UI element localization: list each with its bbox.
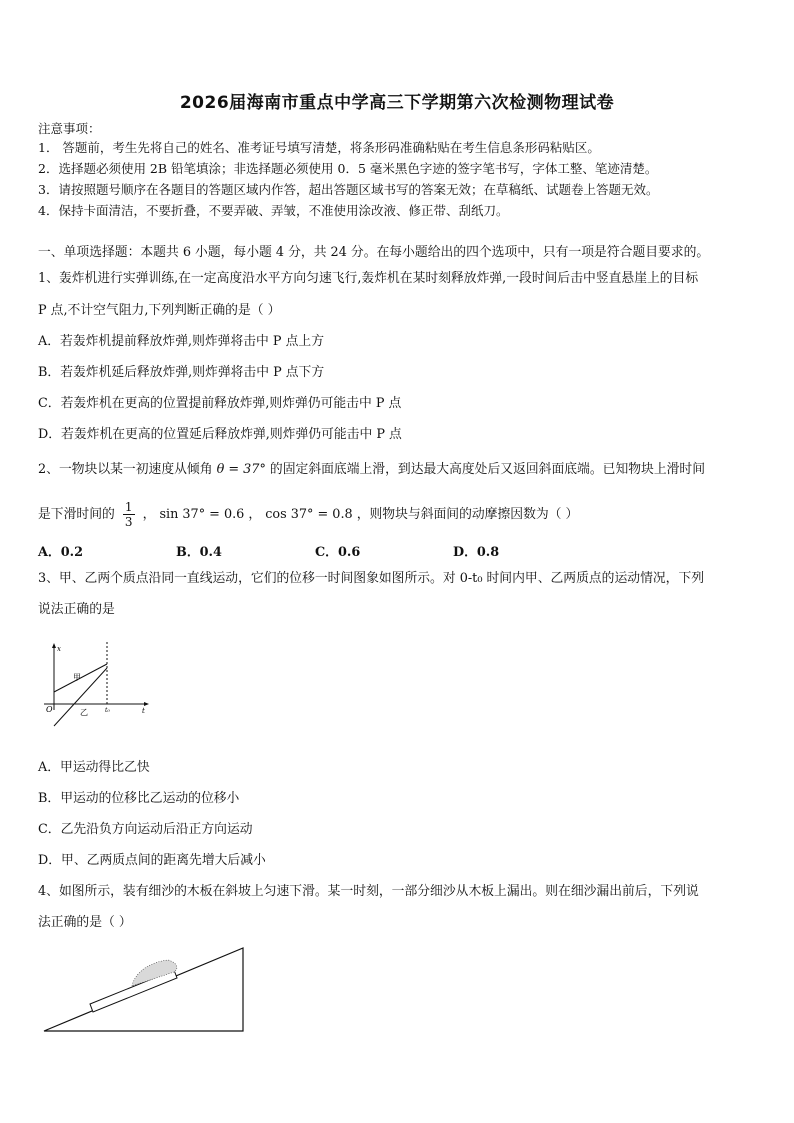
q3-text-line1: 3、甲、乙两个质点沿同一直线运动，它们的位移一时间图象如图所示。对 0-t₀ 时间内甲、乙两质点的运动情况，下列 xyxy=(38,571,705,586)
q4-wooden-board xyxy=(90,970,177,1012)
notice-heading: 注意事项： xyxy=(38,121,101,136)
q3-option-b: B．甲运动的位移比乙运动的位移小 xyxy=(38,791,240,806)
q3-origin-label: O xyxy=(46,705,53,714)
q2-cos: cos 37° = 0.8 ，则物块与斜面间的动摩擦因数为（ ） xyxy=(265,507,579,522)
page-title: 2026届海南市重点中学高三下学期第六次检测物理试卷 xyxy=(179,93,615,113)
q2-option-d: D．0.8 xyxy=(453,545,500,560)
section-heading: 一、单项选择题：本题共 6 小题，每小题 4 分，共 24 分。在每小题给出的四个选项中，只有一项是符合题目要求的。 xyxy=(38,245,710,260)
q2-option-b: B．0.4 xyxy=(176,545,222,560)
q2-options xyxy=(38,541,758,559)
q2-option-a: A．0.2 xyxy=(38,545,83,560)
q3-t0-label: t₀ xyxy=(105,707,110,714)
q4-text-line2: 法正确的是（ ） xyxy=(38,915,132,930)
q3-option-c: C．乙先沿负方向运动后沿正方向运动 xyxy=(38,822,253,837)
q3-y-axis-label: x xyxy=(57,645,61,653)
q4-text-line1: 4、如图所示，装有细沙的木板在斜坡上匀速下滑。某一时刻，一部分细沙从木板上漏出。则在细沙漏出前后，下列说 xyxy=(38,884,699,899)
q2-option-c: C．0.6 xyxy=(315,545,361,560)
q1-text-line1: 1、轰炸机进行实弹训练,在一定高度沿水平方向匀速飞行,轰炸机在某时刻释放炸弹,一段时间后击中竖直悬崖上的目标 xyxy=(38,271,699,286)
q2-text-a: 2、一物块以某一初速度从倾角 xyxy=(38,462,213,477)
q3-text-line2: 说法正确的是 xyxy=(38,602,115,617)
q1-option-d: D．若轰炸机在更高的位置延后释放炸弹,则炸弹仍可能击中 P 点 xyxy=(38,427,402,442)
q1-option-a: A．若轰炸机提前释放炸弹,则炸弹将击中 P 点上方 xyxy=(38,334,324,349)
q1-option-b: B．若轰炸机延后释放炸弹,则炸弹将击中 P 点下方 xyxy=(38,365,325,380)
q2-text-b: 的固定斜面底端上滑，到达最大高度处后又返回斜面底端。已知物块上滑时间 xyxy=(269,462,706,477)
q2-fraction-den: 3 xyxy=(124,515,133,529)
q3-label-jia: 甲 xyxy=(73,673,81,682)
q2-theta: θ = 37° xyxy=(216,462,266,477)
notice-item-1: 1． 答题前，考生先将自己的姓名、准考证号填写清楚，将条形码准确粘贴在考生信息条形码粘贴区。 xyxy=(38,140,600,155)
notice-item-2: 2．选择题必须使用 2B 铅笔填涂；非选择题必须使用 0．5 毫米黑色字迹的签字笔书写，字体工整、笔迹清楚。 xyxy=(38,161,658,176)
q2-text-c: 是下滑时间的 xyxy=(38,507,115,522)
q2-fraction xyxy=(123,500,135,529)
q1-text-line2: P 点,不计空气阻力,下列判断正确的是（ ） xyxy=(38,303,281,318)
q2-text-line2 xyxy=(38,497,578,533)
q3-option-d: D．甲、乙两质点间的距离先增大后减小 xyxy=(38,853,266,868)
q4-incline-diagram xyxy=(40,942,250,1037)
q3-label-yi: 乙 xyxy=(80,708,88,717)
q2-text-line1 xyxy=(38,461,705,479)
q3-x-axis-label: t xyxy=(142,707,145,715)
q1-option-c: C．若轰炸机在更高的位置提前释放炸弹,则炸弹仍可能击中 P 点 xyxy=(38,396,402,411)
q2-fraction-num: 1 xyxy=(124,500,133,514)
notice-item-3: 3．请按照题号顺序在各题目的答题区域内作答，超出答题区域书写的答案无效；在草稿纸、试题卷上答题无效。 xyxy=(38,182,659,197)
q3-displacement-time-graph xyxy=(40,640,160,730)
q2-sin: ， sin 37° = 0.6 ， xyxy=(142,507,262,522)
notice-item-4: 4．保持卡面清洁，不要折叠，不要弄破、弄皱，不准使用涂改液、修正带、刮纸刀。 xyxy=(38,203,509,218)
q3-y-arrow xyxy=(52,643,56,648)
q3-x-arrow xyxy=(144,702,149,706)
q3-option-a: A．甲运动得比乙快 xyxy=(38,760,150,775)
